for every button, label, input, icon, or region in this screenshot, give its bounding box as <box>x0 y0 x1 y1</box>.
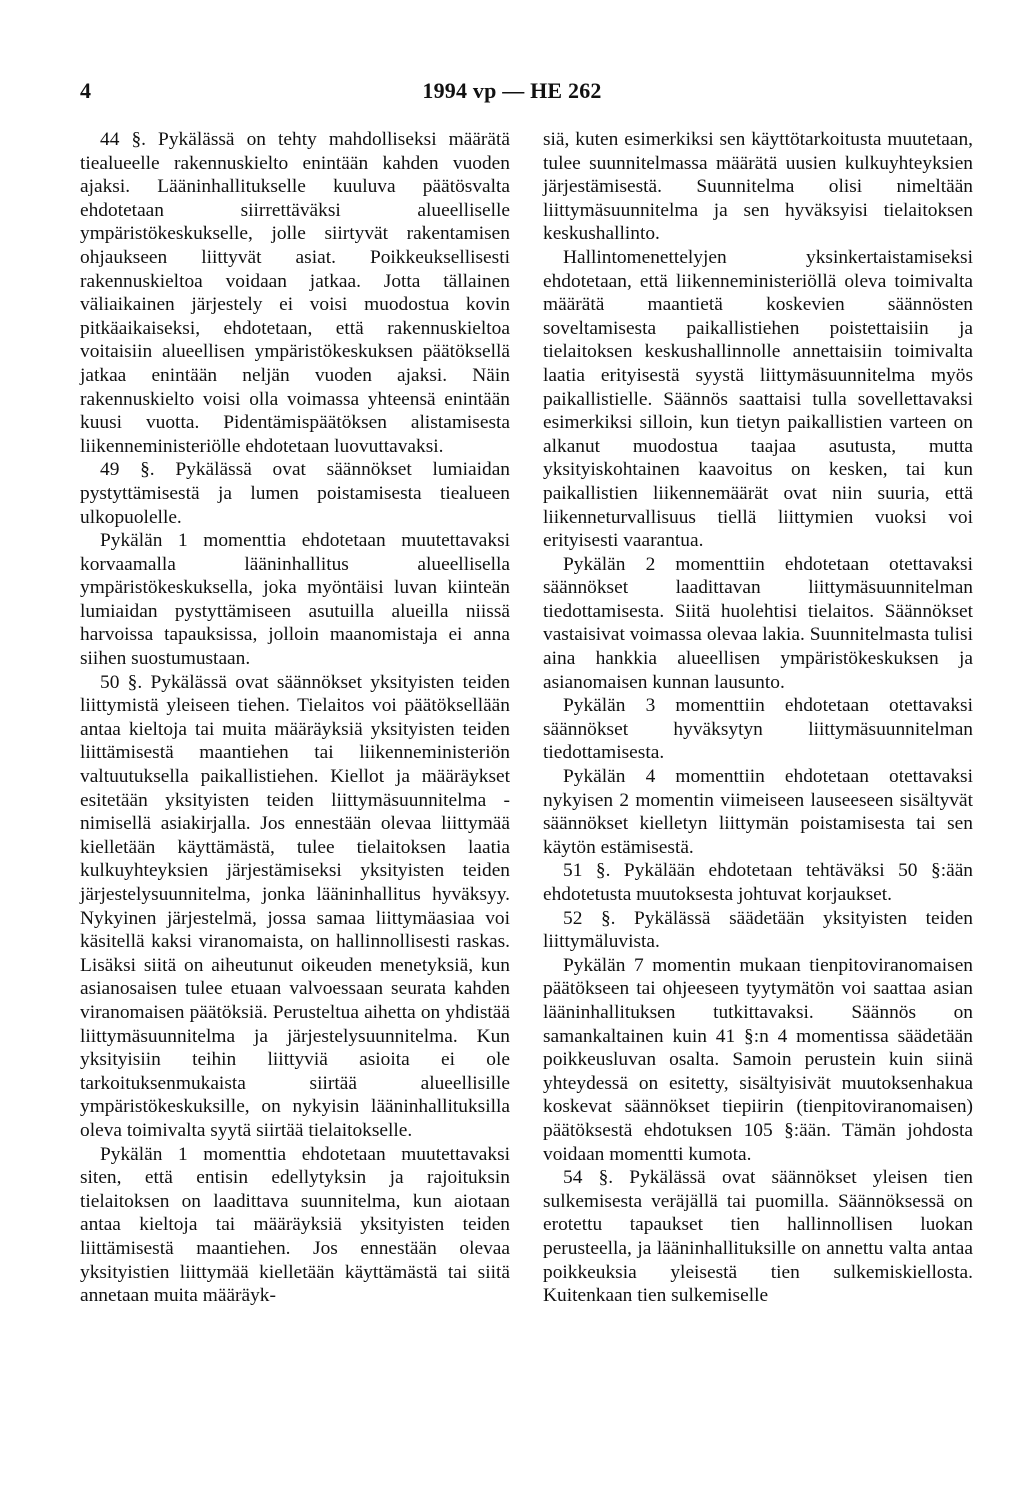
paragraph-50: 50 §. Pykälässä ovat säännökset yksityisten teiden liittymistä yleiseen tiehen. Tielaitos voi päätöksellään antaa kieltoja tai muita määräyksiä yksityisten teiden liittämisestä maantiehen tai liikenneministeriön valtuutuksella paikallistiehen. Kiellot ja määräykset esitetään yksityisten teiden liittymäsuunnitelma -nimisellä asiakirjalla. Jos ennestään olevaa liittymää kielletään käyttämästä, tulee tielaitoksen laatia kulkuyhteyksien järjestämiseksi yksityisten teiden järjestelysuunnitelma, jonka lääninhallitus hyväksyy. Nykyinen järjestelmä, jossa samaa liittymäasiaa voi käsitellä kaksi viranomaista, on hallinnollisesti raskas. Lisäksi siitä on aiheutunut oikeuden menetyksiä, kun asianosaisen tulee etuaan valvoessaan seurata kahden viranomaisen päätöksiä. Perusteltua aihetta on yhdistää liittymäsuunnitelma ja järjestelysuunnitelma. Kun yksityisiin teihin liittyviä asioita ei ole tarkoituksenmukaista siirtää alueellisille ympäristökeskuksille, on nykyisin lääninhallituksilla oleva toimivalta syytä siirtää tielaitokselle. <box>80 671 510 1141</box>
paragraph-54: 54 §. Pykälässä ovat säännökset yleisen tien sulkemisesta veräjällä tai puomilla. Säännöksessä on erotettu tapaukset tien hallinnollisen luokan perusteella, ja lääninhallituksille on annettu valta antaa poikkeuksia yleisestä tien sulkemiskiellosta. Kuitenkaan tien sulkemiselle <box>543 1167 973 1307</box>
paragraph-44: 44 §. Pykälässä on tehty mahdolliseksi määrätä tiealueelle rakennuskielto enintään kahden vuoden ajaksi. Lääninhallitukselle kuuluva päätösvalta ehdotetaan siirrettäväksi alueelliselle ympäristökeskukselle, jolle siirtyvät rakentamisen ohjaukseen liittyvät asiat. Poikkeuksellisesti rakennuskieltoa voidaan jatkaa. Jotta tällainen väliaikainen järjestely ei voisi muodostua kovin pitkäaikaiseksi, ehdotetaan, että rakennuskieltoa voitaisiin alueellisen ympäristökeskuksen päätöksellä jatkaa enintään neljän vuoden ajaksi. Näin rakennuskielto voisi olla voimassa yhteensä enintään kuusi vuotta. Pidentämispäätöksen alistamisesta liikenneministeriölle ehdotetaan luovuttavaksi. <box>80 129 510 457</box>
paragraph-hallintomenettely: Hallintomenettelyjen yksinkertaistamiseksi ehdotetaan, että liikenneministeriöllä oleva toimivalta määrätä maantietä koskevien säännösten soveltamisesta paikallistiehen poistettaisiin ja tielaitoksen keskushallinnolle annettaisiin toimivalta laatia erityisestä syystä liittymäsuunnitelma myös paikallistielle. Säännös saattaisi tulla sovellettavaksi esimerkiksi silloin, kun tietyn paikallistien varteen on alkanut muodostua taajaa asutusta, mutta yksityiskohtainen kaavoitus on kesken, tai kun paikallistien liikennemäärät ovat niin suuria, että liikenneturvallisuus tiellä liittymien vuoksi voi erityisesti vaarantua. <box>543 246 973 552</box>
page-number: 4 <box>80 78 91 103</box>
paragraph-50-moment-2: Pykälän 2 momenttiin ehdotetaan otettavaksi säännökset laadittavan liittymäsuunnitelman tiedottamisesta. Siitä huolehtisi tielaitos. Säännökset vastaisivat voimassa olevaa lakia. Suunnitelmasta tulisi aina hankkia alueellisen ympäristökeskuksen ja asianomaisen kunnan lausunto. <box>543 553 973 693</box>
paragraph-52-moment-7: Pykälän 7 momentin mukaan tienpitoviranomaisen päätökseen tai ohjeeseen tyytymätön voi saattaa asian lääninhallituksen tutkittavaksi. Säännös on samankaltainen kuin 41 §:n 4 momentissa säädetään poikkeusluvan osalta. Samoin perustein kuin siinä yhteydessä on esitetty, sisältyisivät muutoksenhakua koskevat säännökset tiepiirin (tienpitoviranomaisen) päätöksestä ehdotuksen 105 §:ään. Tämän johdosta voidaan momentti kumota. <box>543 954 973 1165</box>
paragraph-51: 51 §. Pykälään ehdotetaan tehtäväksi 50 §:ään ehdotetusta muutoksesta johtuvat korjaukset. <box>543 860 973 905</box>
right-column <box>543 128 973 1308</box>
left-column <box>80 128 510 1308</box>
paragraph-50-moment-3: Pykälän 3 momenttiin ehdotetaan otettavaksi säännökset hyväksytyn liittymäsuunnitelman tiedottamisesta. <box>543 695 973 764</box>
paragraph-50-moment-1: Pykälän 1 momenttia ehdotetaan muutettavaksi siten, että entisin edellytyksin ja rajoituksin tielaitoksen on laadittava suunnitelma, kun aiotaan antaa kieltoja tai määräyksiä yksityisten teiden liittämisestä maantiehen. Jos ennestään olevaa yksityistien liittymää kielletään käyttämästä tai siitä annetaan muita määräyk- <box>80 1143 510 1307</box>
paragraph-52: 52 §. Pykälässä säädetään yksityisten teiden liittymäluvista. <box>543 907 973 953</box>
paragraph-50-continuation: siä, kuten esimerkiksi sen käyttötarkoitusta muutetaan, tulee suunnitelmassa määrätä uusien kulkuyhteyksien järjestämisestä. Suunnitelma olisi nimeltään liittymäsuunnitelma ja sen hyväksyisi tielaitoksen keskushallinto. <box>543 129 973 245</box>
paragraph-50-moment-4: Pykälän 4 momenttiin ehdotetaan otettavaksi nykyisen 2 momentin viimeiseen lauseeseen sisältyvät säännökset kielletyn liittymän poistamisesta tai sen käytön estämisestä. <box>543 766 973 858</box>
paragraph-49: 49 §. Pykälässä ovat säännökset lumiaidan pystyttämisestä ja lumen poistamisesta tiealueen ulkopuolelle. <box>80 459 510 528</box>
paragraph-49-moment-1: Pykälän 1 momenttia ehdotetaan muutettavaksi korvaamalla lääninhallitus alueellisella ympäristökeskuksella, joka myöntäisi luvan kiinteän lumiaidan pystyttämiseen asutuilla alueilla niissä harvoissa tapauksissa, jolloin maanomistaja ei anna siihen suostumustaan. <box>80 530 510 670</box>
running-head: 1994 vp — HE 262 <box>422 78 602 103</box>
